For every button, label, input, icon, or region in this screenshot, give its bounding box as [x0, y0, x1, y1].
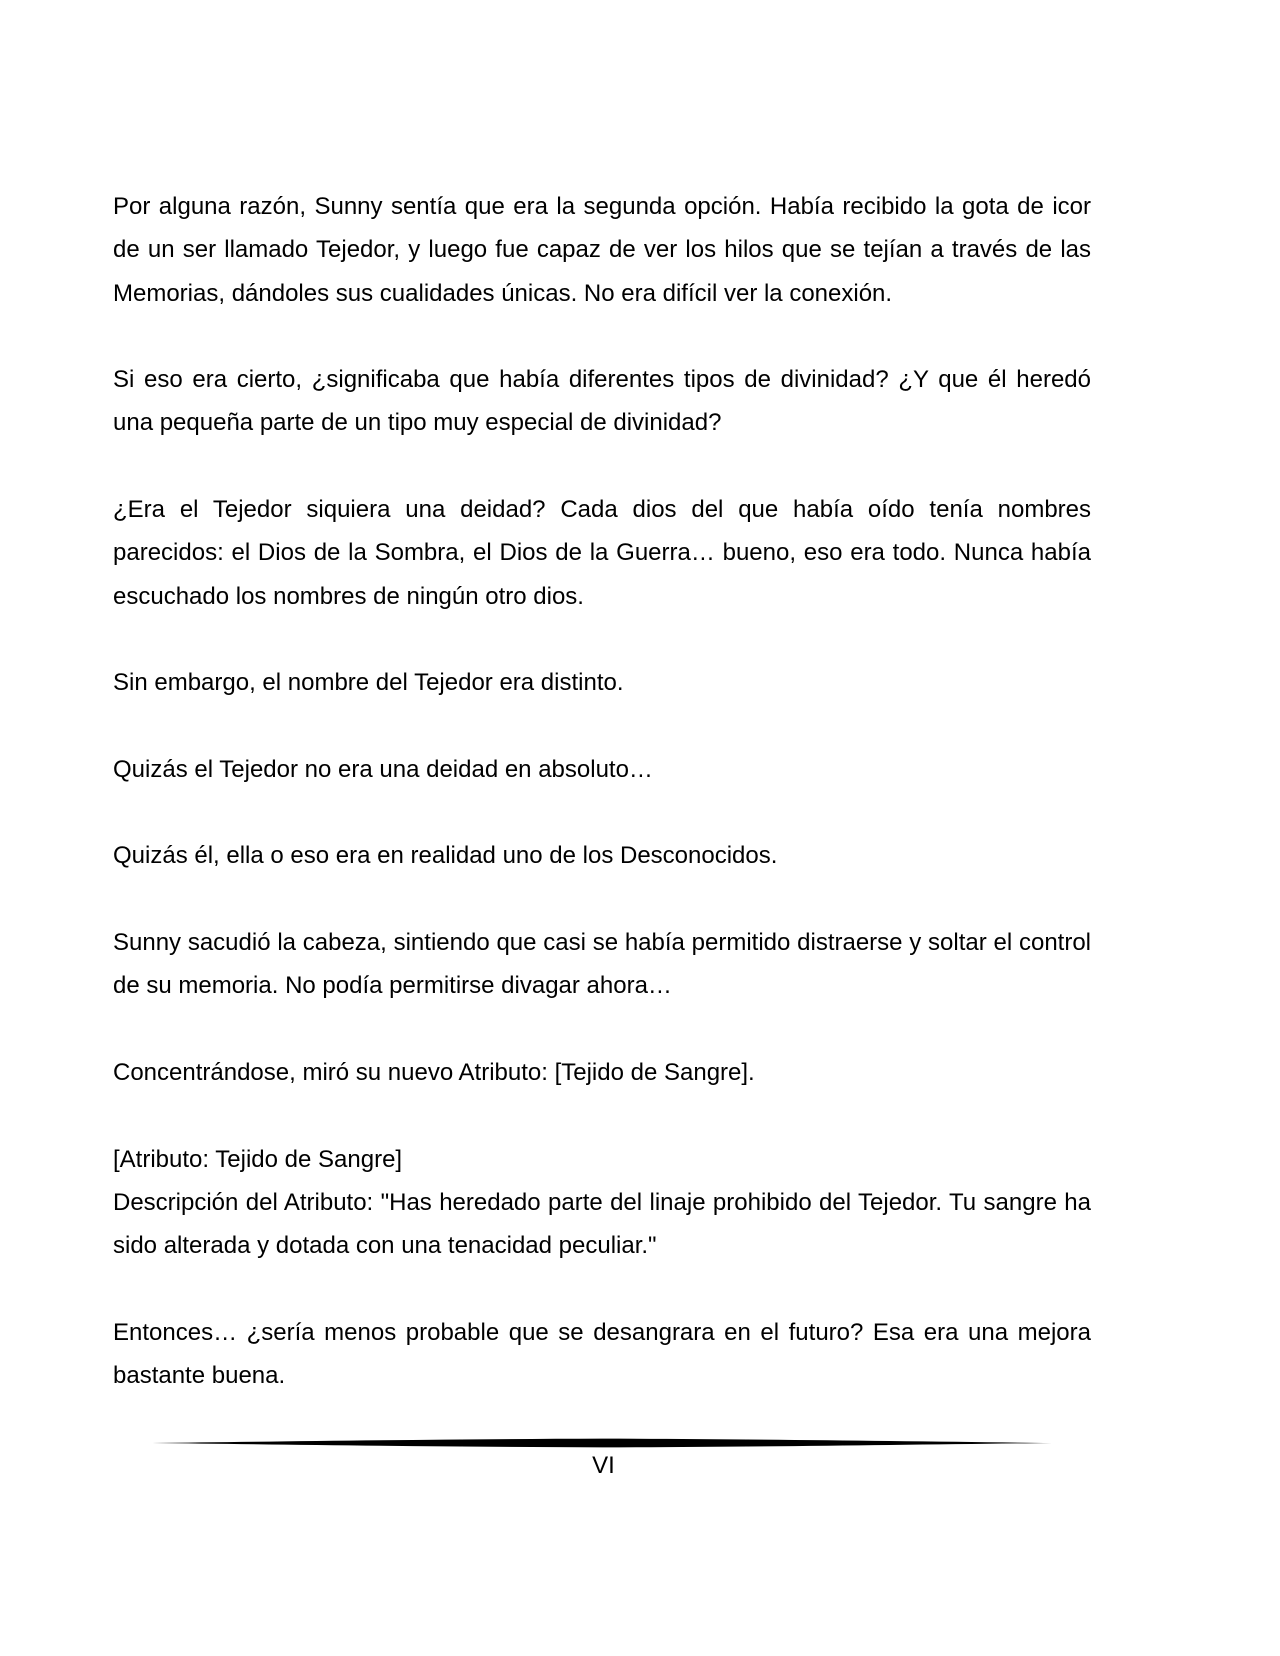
paragraph: Quizás él, ella o eso era en realidad uno de los Desconocidos.	[113, 842, 778, 870]
attribute-title: [Atributo: Tejido de Sangre]	[113, 1145, 403, 1173]
paragraph: Quizás el Tejedor no era una deidad en absoluto…	[113, 755, 653, 783]
paragraph: Sin embargo, el nombre del Tejedor era distinto.	[113, 669, 624, 697]
paragraph: Por alguna razón, Sunny sentía que era la segunda opción. Había recibido la gota de icor de un ser llamado Tejedor, y luego fue capaz de ver los hilos que se tejían a través de las Memorias, dándoles sus cualidades únicas. No era difícil ver la conexión.	[113, 193, 1091, 307]
page-separator	[152, 1436, 1052, 1450]
page-number: VI	[592, 1452, 615, 1479]
paragraph: Si eso era cierto, ¿significaba que había diferentes tipos de divinidad? ¿Y que él heredó una pequeña parte de un tipo muy especial de divinidad?	[113, 366, 1091, 437]
paragraph: Concentrándose, miró su nuevo Atributo: [Tejido de Sangre].	[113, 1058, 755, 1086]
closing-paragraph: Entonces… ¿sería menos probable que se desangrara en el futuro? Esa era una mejora bastante buena.	[113, 1318, 1091, 1390]
body-text	[113, 185, 1091, 1441]
attribute-description: Descripción del Atributo: "Has heredado parte del linaje prohibido del Tejedor. Tu sangre ha sido alterada y dotada con una tenacidad peculiar."	[113, 1188, 1091, 1260]
paragraph: Sunny sacudió la cabeza, sintiendo que casi se había permitido distraerse y soltar el control de su memoria. No podía permitirse divagar ahora…	[113, 929, 1091, 1000]
paragraph: ¿Era el Tejedor siquiera una deidad? Cada dios del que había oído tenía nombres parecidos: el Dios de la Sombra, el Dios de la Guerra… bueno, eso era todo. Nunca había escuchado los nombres de ningún otro dios.	[113, 496, 1091, 610]
